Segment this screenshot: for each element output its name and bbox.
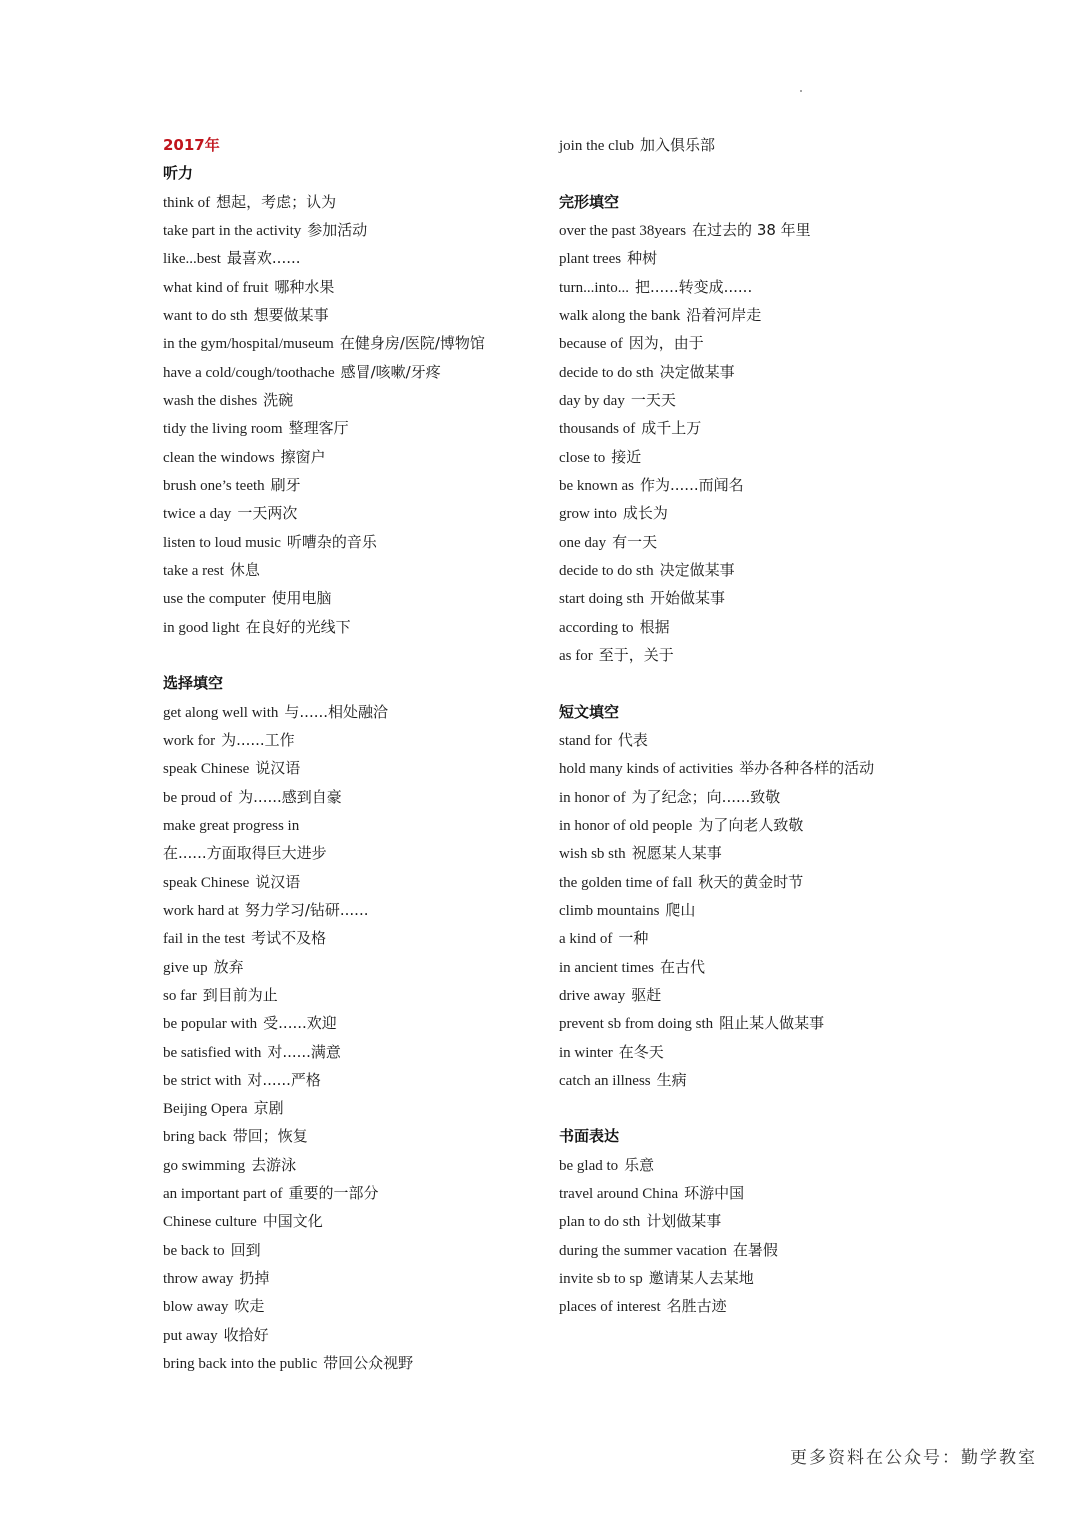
phrase-english: blow away [163,1299,229,1316]
phrase-english: according to [559,619,634,636]
phrase-english: join the club [559,138,634,154]
phrase-chinese: 一天天 [630,390,676,409]
phrase-english: be satisfied with [163,1044,262,1061]
phrase-english: listen to loud music [163,534,281,551]
phrase-english: be back to [163,1242,225,1259]
phrase-chinese: 带回；恢复 [232,1127,308,1146]
phrase-english: make great progress in [163,817,300,834]
phrase-english: be known as [559,477,634,494]
phrase-row [163,273,543,301]
phrase-english: throw away [163,1271,234,1288]
phrase-chinese: 代表 [617,730,648,749]
phrase-english: travel around China [559,1186,679,1203]
phrase-chinese: 中国文化 [262,1212,323,1231]
phrase-row [559,301,979,329]
phrase-chinese: 说汉语 [255,872,301,891]
phrase-english: invite sb to sp [559,1271,643,1288]
phrase-chinese: 在良好的光线下 [245,617,351,636]
phrase-row [559,839,979,867]
phrase-english: in honor of [559,789,626,806]
phrase-english: fail in the test [163,931,246,948]
phrase-english: be glad to [559,1157,619,1174]
phrase-row [559,754,979,782]
phrase-english: brush one’s teeth [163,477,265,494]
phrase-chinese: 擦窗户 [280,447,326,466]
phrase-english: be popular with [163,1016,258,1033]
phrase-english: speak Chinese [163,874,250,891]
phrase-english: in winter [559,1044,613,1061]
phrase-english: bring back [163,1129,227,1146]
phrase-chinese: 在过去的 38 年里 [692,220,811,239]
phrase-row [163,783,543,811]
phrase-row [559,868,979,896]
phrase-chinese: 吹走 [234,1297,265,1316]
phrase-row [163,414,543,442]
phrase-english: take a rest [163,562,224,579]
phrase-chinese: 在古代 [659,957,705,976]
phrase-row [559,386,979,414]
phrase-row [163,301,543,329]
phrase-row [163,1236,543,1264]
phrase-english: work hard at [163,902,239,919]
phrase-chinese: 种树 [627,249,658,268]
phrase-chinese: 听嘈杂的音乐 [286,532,377,551]
phrase-english: thousands of [559,421,636,438]
phrase-chinese: 决定做某事 [659,362,735,381]
phrase-chinese: 休息 [229,560,260,579]
phrase-row [559,584,979,612]
phrase-row [559,273,979,301]
phrase-row [559,528,979,556]
phrase-row [559,131,979,159]
phrase-chinese: 最喜欢...... [226,249,301,268]
phrase-chinese: 沿着河岸走 [686,305,762,324]
phrase-row [163,839,543,867]
phrase-english: the golden time of fall [559,874,693,891]
phrase-row [163,953,543,981]
phrase-chinese: 到目前为止 [202,985,278,1004]
phrase-row [559,216,979,244]
phrase-row [163,1151,543,1179]
phrase-row [559,924,979,952]
phrase-chinese: 因为，由于 [628,334,704,353]
phrase-english: be strict with [163,1072,242,1089]
phrase-chinese: 在暑假 [732,1240,778,1259]
phrase-row [559,244,979,272]
phrase-english: a kind of [559,931,613,948]
phrase-english: walk along the bank [559,307,681,324]
phrase-english: put away [163,1327,218,1344]
phrase-chinese: 至于，关于 [598,645,674,664]
phrase-row [559,499,979,527]
phrase-chinese: 作为......而闻名 [640,475,744,494]
phrase-chinese: 驱赶 [631,985,662,1004]
phrase-row [559,329,979,357]
phrase-row [163,188,543,216]
phrase-row [163,499,543,527]
phrase-row [559,896,979,924]
phrase-chinese: 去游泳 [251,1155,297,1174]
phrase-english: turn...into... [559,279,629,296]
phrase-english: an important part of [163,1186,283,1203]
phrase-chinese: 放弃 [213,957,244,976]
section-heading-choice: 选择填空 [163,674,224,693]
phrase-english: speak Chinese [163,761,250,778]
phrase-chinese: 成千上万 [641,419,702,438]
phrase-row [559,556,979,584]
right-column [559,131,979,1321]
phrase-row [163,1094,543,1122]
speck [800,90,802,92]
phrase-chinese: 阻止某人做某事 [719,1014,825,1033]
phrase-english: because of [559,336,623,353]
phrase-chinese: 努力学习/钻研...... [244,900,369,919]
phrase-row [163,386,543,414]
phrase-row [559,981,979,1009]
section-heading-passage: 短文填空 [559,702,620,721]
phrase-chinese: 说汉语 [255,759,301,778]
phrase-chinese: 重要的一部分 [288,1184,379,1203]
phrase-english: one day [559,534,607,551]
phrase-row [163,726,543,754]
phrase-chinese: 京剧 [253,1099,284,1118]
phrase-chinese: 把......转变成...... [635,277,753,296]
phrase-english: be proud of [163,789,233,806]
phrase-english: use the computer [163,591,266,608]
phrase-english: in honor of old people [559,817,693,834]
phrase-row [163,981,543,1009]
phrase-chinese: 举办各种各样的活动 [739,759,875,778]
phrase-row [559,811,979,839]
phrase-row [163,1066,543,1094]
phrase-row [559,443,979,471]
phrase-row [163,1264,543,1292]
phrase-chinese: 名胜古迹 [666,1297,727,1316]
phrase-row [163,244,543,272]
phrase-english: stand for [559,732,612,749]
phrase-row [559,1207,979,1235]
phrase-row [559,1264,979,1292]
phrase-english: close to [559,449,606,466]
phrase-english: day by day [559,392,625,409]
phrase-chinese: 感冒/咳嗽/牙疼 [340,362,441,381]
phrase-row [163,1122,543,1150]
phrase-english: get along well with [163,704,279,721]
phrase-chinese: 在......方面取得巨大进步 [163,844,327,863]
phrase-chinese: 带回公众视野 [323,1354,414,1373]
phrase-chinese: 根据 [639,617,670,636]
phrase-row [163,471,543,499]
phrase-chinese: 生病 [656,1070,687,1089]
phrase-chinese: 参加活动 [307,220,368,239]
phrase-english: so far [163,987,197,1004]
phrase-row [559,471,979,499]
phrase-row [163,698,543,726]
phrase-english: catch an illness [559,1072,651,1089]
phrase-chinese: 扔掉 [239,1269,270,1288]
phrase-english: Chinese culture [163,1214,257,1231]
phrase-row [559,613,979,641]
phrase-english: want to do sth [163,307,248,324]
phrase-chinese: 回到 [230,1240,261,1259]
phrase-row [163,1038,543,1066]
phrase-english: climb mountains [559,902,660,919]
phrase-row [163,329,543,357]
phrase-row [559,953,979,981]
phrase-chinese: 收拾好 [223,1325,269,1344]
phrase-english: plan to do sth [559,1214,641,1231]
phrase-row [163,613,543,641]
phrase-chinese: 为了纪念；向......致敬 [631,787,781,806]
phrase-chinese: 哪种水果 [274,277,335,296]
phrase-chinese: 环游中国 [684,1184,745,1203]
phrase-chinese: 在冬天 [618,1042,664,1061]
phrase-chinese: 与......相处融洽 [284,702,389,721]
phrase-row [163,1321,543,1349]
phrase-chinese: 祝愿某人某事 [631,844,722,863]
phrase-english: take part in the activity [163,222,302,239]
phrase-row [163,868,543,896]
phrase-chinese: 为......工作 [221,730,295,749]
phrase-chinese: 刷牙 [270,475,301,494]
phrase-english: go swimming [163,1157,246,1174]
phrase-chinese: 为......感到自豪 [238,787,342,806]
phrase-list-listening [163,188,543,641]
phrase-chinese: 成长为 [622,504,668,523]
section-heading-listening: 听力 [163,164,194,183]
phrase-english: in good light [163,619,240,636]
phrase-chinese: 一种 [618,929,649,948]
phrase-english: plant trees [559,251,622,268]
phrase-english: as for [559,647,593,664]
phrase-english: Beijing Opera [163,1101,248,1118]
phrase-english: bring back into the public [163,1356,318,1373]
phrase-chinese: 想要做某事 [253,305,329,324]
phrase-list-top [559,131,979,159]
phrase-english: think of [163,194,211,211]
phrase-row [163,1009,543,1037]
phrase-english: during the summer vacation [559,1242,727,1259]
phrase-chinese: 乐意 [624,1155,655,1174]
phrase-english: twice a day [163,506,232,523]
phrase-english: give up [163,959,208,976]
phrase-english: hold many kinds of activities [559,761,734,778]
phrase-row [163,443,543,471]
phrase-row [559,1179,979,1207]
phrase-english: wish sb sth [559,846,626,863]
phrase-row [163,896,543,924]
phrase-chinese: 有一天 [612,532,658,551]
phrase-list-choice [163,698,543,1378]
phrase-chinese: 爬山 [665,900,696,919]
phrase-english: tidy the living room [163,421,283,438]
phrase-row [163,811,543,839]
phrase-english: in ancient times [559,959,654,976]
phrase-chinese: 一天两次 [237,504,298,523]
phrase-chinese: 洗碗 [263,390,294,409]
phrase-row [559,358,979,386]
phrase-chinese: 开始做某事 [650,589,726,608]
phrase-english: start doing sth [559,591,644,608]
phrase-english: clean the windows [163,449,275,466]
phrase-chinese: 加入俱乐部 [640,136,716,154]
phrase-row [559,414,979,442]
phrase-row [163,754,543,782]
phrase-english: over the past 38years [559,222,687,239]
section-heading-writing: 书面表达 [559,1127,620,1146]
phrase-row [559,1066,979,1094]
phrase-chinese: 考试不及格 [251,929,327,948]
phrase-row [559,1151,979,1179]
phrase-english: wash the dishes [163,392,258,409]
section-heading-cloze: 完形填空 [559,192,620,211]
phrase-chinese: 在健身房/医院/博物馆 [339,334,485,353]
phrase-chinese: 秋天的黄金时节 [698,872,804,891]
phrase-english: prevent sb from doing sth [559,1016,714,1033]
phrase-row [163,1349,543,1377]
phrase-list-cloze [559,216,979,669]
phrase-english: drive away [559,987,626,1004]
phrase-english: grow into [559,506,617,523]
phrase-row [163,1179,543,1207]
left-column [163,131,543,1377]
phrase-row [163,584,543,612]
footer-watermark: 更多资料在公众号：勤学教室 [790,1448,1037,1468]
phrase-chinese: 为了向老人致敬 [698,815,804,834]
phrase-row [559,1236,979,1264]
phrase-row [163,556,543,584]
phrase-english: places of interest [559,1299,661,1316]
phrase-row [163,216,543,244]
phrase-row [559,1292,979,1320]
phrase-chinese: 计划做某事 [646,1212,722,1231]
phrase-english: have a cold/cough/toothache [163,364,335,381]
phrase-chinese: 对......满意 [267,1042,341,1061]
phrase-english: what kind of fruit [163,279,269,296]
phrase-row [163,1207,543,1235]
phrase-english: decide to do sth [559,562,654,579]
phrase-chinese: 受......欢迎 [263,1014,337,1033]
phrase-list-passage [559,726,979,1094]
phrase-row [163,358,543,386]
phrase-row [559,641,979,669]
phrase-chinese: 想起，考虑；认为 [216,192,337,211]
phrase-chinese: 决定做某事 [659,560,735,579]
phrase-chinese: 对......严格 [247,1070,321,1089]
phrase-row [163,528,543,556]
phrase-chinese: 接近 [611,447,642,466]
phrase-chinese: 邀请某人去某地 [648,1269,754,1288]
phrase-english: work for [163,732,216,749]
phrase-row [163,924,543,952]
phrase-english: like...best [163,251,221,268]
phrase-row [559,1009,979,1037]
phrase-row [163,1292,543,1320]
phrase-row [559,726,979,754]
phrase-list-writing [559,1151,979,1321]
phrase-chinese: 使用电脑 [271,589,332,608]
phrase-english: in the gym/hospital/museum [163,336,334,353]
phrase-row [559,783,979,811]
phrase-row [559,1038,979,1066]
year-title: 2017年 [163,136,220,154]
phrase-english: decide to do sth [559,364,654,381]
phrase-chinese: 整理客厅 [288,419,349,438]
